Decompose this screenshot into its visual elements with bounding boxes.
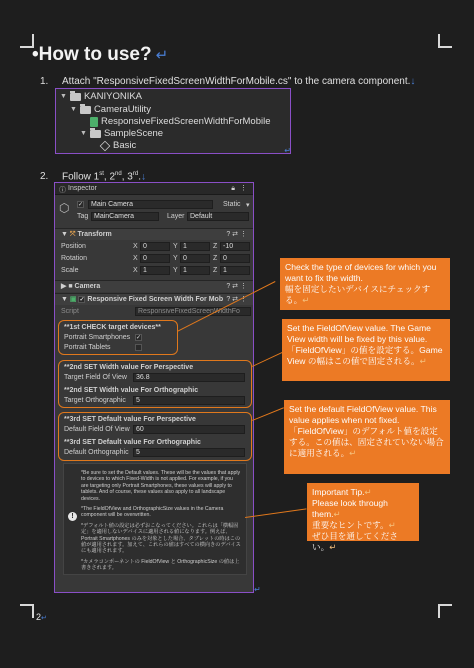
callout-connector: [252, 407, 284, 421]
callout-check-devices: [280, 258, 450, 310]
transform-row-label: Scale: [61, 267, 79, 274]
transform-row: [55, 242, 253, 253]
scale-x-field[interactable]: 1: [140, 266, 170, 275]
separator: , 3: [121, 171, 133, 183]
hierarchy-item-basic[interactable]: [100, 140, 136, 151]
lock-icon[interactable]: 🔒︎: [231, 185, 235, 192]
hierarchy-label: Basic: [113, 140, 137, 151]
transform-row-label: Position: [61, 243, 86, 250]
camera-header[interactable]: [55, 280, 253, 292]
smartphones-checkbox[interactable]: ✓: [136, 335, 142, 341]
callout-line: 重要なヒントです。: [312, 520, 389, 530]
tag-dropdown[interactable]: MainCamera: [91, 212, 159, 221]
callout-text-en: Set the default FieldOfView value. This value applies when not fixed.: [289, 404, 437, 425]
expand-arrow-icon[interactable]: ▶: [61, 283, 67, 290]
expand-arrow-icon[interactable]: ▼: [60, 93, 67, 100]
hierarchy-label: SampleScene: [103, 128, 164, 139]
scale-z-field[interactable]: 1: [220, 266, 250, 275]
axis-label-x: X: [133, 267, 138, 274]
step-2: [40, 171, 146, 182]
callout-set-fov: [282, 319, 450, 381]
callout-text-ja: 「FieldOfView」のデフォルト値を設定する。この値は、固定されていない場合に適用される。: [289, 426, 444, 458]
return-mark: ↵: [41, 615, 47, 622]
expand-arrow-icon[interactable]: ▼: [70, 106, 77, 113]
scale-y-field[interactable]: 1: [180, 266, 210, 275]
return-mark: ↵: [364, 487, 372, 497]
callout-connector: [252, 352, 283, 367]
target-ortho-field[interactable]: 5: [133, 396, 245, 405]
callout-text-ja: 幅を固定したいデバイスにチェックする。: [285, 284, 431, 305]
axis-label-z: Z: [213, 267, 218, 274]
cs-script-icon: [90, 117, 98, 127]
default-section: [58, 412, 252, 461]
inspector-tab[interactable]: Inspector: [68, 185, 97, 192]
tag-label: Tag: [77, 213, 89, 220]
callout-line: Important Tip.: [312, 487, 365, 497]
callout-line: ぜひ目を通してください。: [312, 531, 398, 552]
folder-icon: [80, 106, 91, 114]
note-para-2: *The FieldOfView and OrthographicSize values in the Camera component will be overwritten.: [81, 506, 224, 519]
return-mark: ↓: [410, 76, 416, 87]
camera-icon: ■: [68, 283, 73, 290]
smartphones-label: Portrait Smartphones: [64, 334, 131, 341]
component-menu-icons[interactable]: ? ⇄ ⋮: [226, 231, 247, 238]
hierarchy-panel: [55, 88, 291, 154]
note-para-3: *デフォルト値の設定は必ずおこなってください。これらは「横幅固定」を適用しないデバイスに適用される値になります。例えば、Portrait Smartphones のみを対象とした場合、タブレットの時はこの値が適用されます。加えて、これらの値はすべての横向きのデバイスにも適用されます。: [81, 522, 241, 555]
return-mark: ↵: [302, 295, 310, 305]
axis-label-y: Y: [173, 255, 178, 262]
script-field[interactable]: ResponsiveFixedScreenWidthFo: [135, 307, 251, 316]
script-icon: ▣: [69, 296, 77, 303]
component-menu-icons[interactable]: ? ⇄ ⋮: [226, 296, 247, 303]
folder-icon: [90, 130, 101, 138]
tablets-checkbox[interactable]: [135, 344, 142, 351]
page-title-text: How to use?: [38, 44, 152, 65]
callout-line: Please look through them.: [312, 498, 388, 519]
return-mark: ↵: [419, 356, 427, 366]
collapse-arrow-icon[interactable]: ▼: [61, 296, 68, 303]
target-fov-label: Target Field Of View: [64, 374, 127, 381]
ordinal-suffix: nd: [115, 171, 122, 177]
callout-text-en: Check the type of devices for which you want to fix the width.: [285, 262, 437, 283]
collapse-arrow-icon[interactable]: ▼: [61, 231, 68, 238]
check-section-title: **1st CHECK target devices**: [64, 324, 161, 331]
position-y-field[interactable]: 1: [180, 242, 210, 251]
component-menu-icons[interactable]: ? ⇄ ⋮: [226, 283, 247, 290]
target-fov-field[interactable]: 36.8: [133, 373, 245, 382]
default-persp-title: **3rd SET Default value For Perspective: [64, 416, 196, 423]
hierarchy-item-samplescene[interactable]: [80, 128, 163, 139]
callout-important-tip: [307, 483, 419, 552]
axis-label-y: Y: [173, 243, 178, 250]
object-active-checkbox[interactable]: ✓: [78, 202, 84, 208]
axis-label-x: X: [133, 255, 138, 262]
inspector-panel: [54, 182, 254, 593]
ordinal-suffix: rd: [132, 171, 139, 177]
script-row: [55, 307, 253, 318]
callout-default-fov: [284, 400, 450, 474]
step-1: [40, 76, 415, 87]
ordinal-suffix: st: [99, 171, 104, 177]
crop-mark-bottom-right: [438, 604, 452, 618]
transform-row: [55, 254, 253, 265]
hierarchy-item-camerautility[interactable]: [70, 104, 151, 115]
step-number: 2.: [40, 171, 49, 183]
object-name-field[interactable]: Main Camera: [88, 200, 213, 209]
inspector-tab-bar: [55, 183, 253, 195]
check-devices-section: [58, 320, 178, 355]
script-component-title: Responsive Fixed Screen Width For Mob: [87, 296, 224, 303]
rotation-z-field[interactable]: 0: [220, 254, 250, 263]
callout-text-ja: 「FieldOfView」の値を設定する。Game View の幅はこの値で固定される。: [287, 345, 443, 366]
position-x-field[interactable]: 0: [140, 242, 170, 251]
return-mark: ↵: [349, 448, 357, 458]
menu-kebab-icon[interactable]: ⋮: [240, 185, 247, 192]
step-text: Attach "ResponsiveFixedScreenWidthForMobile.cs" to the camera component.: [62, 76, 411, 87]
cube-icon: ⬡: [59, 201, 70, 215]
camera-title: Camera: [74, 283, 101, 290]
page-number: [36, 612, 47, 622]
axis-label-z: Z: [213, 255, 218, 262]
hierarchy-item-script[interactable]: [90, 116, 271, 127]
callout-connector: [245, 508, 307, 518]
page-title: [32, 44, 168, 66]
layer-label: Layer: [167, 213, 185, 220]
script-component-header[interactable]: [55, 293, 253, 305]
width-ortho-title: **2nd SET Width value For Orthographic: [64, 387, 199, 394]
return-mark: ↵: [329, 542, 337, 552]
component-enabled-checkbox[interactable]: ✓: [79, 296, 85, 303]
axis-label-x: X: [133, 243, 138, 250]
position-z-field[interactable]: -10: [220, 242, 250, 251]
default-fov-field[interactable]: 60: [133, 425, 245, 434]
axis-label-y: Y: [173, 267, 178, 274]
axis-label-z: Z: [213, 243, 218, 250]
separator: , 2: [103, 171, 116, 183]
transform-title: Transform: [77, 231, 112, 238]
hierarchy-label: CameraUtility: [93, 104, 151, 115]
return-mark: ↵: [388, 520, 396, 530]
folder-icon: [70, 93, 81, 101]
step-number: 1.: [40, 76, 49, 87]
hierarchy-label: ResponsiveFixedScreenWidthForMobile: [101, 116, 271, 127]
note-para-4: *カメラコンポーネントの FieldOfView と OrthographicSize の値は上書きされます。: [81, 558, 240, 572]
transform-row-label: Rotation: [61, 255, 88, 262]
tag-layer-row: [55, 212, 253, 224]
return-mark: ↓: [140, 171, 146, 183]
bullet-dot: •: [32, 44, 39, 65]
dropdown-arrow-icon[interactable]: ▾: [246, 202, 250, 209]
target-ortho-label: Target Orthographic: [64, 397, 126, 404]
return-mark: ↵: [333, 509, 341, 519]
info-icon: !: [68, 512, 77, 521]
transform-row: [55, 266, 253, 277]
layer-dropdown[interactable]: Default: [187, 212, 249, 221]
width-persp-title: **2nd SET Width value For Perspective: [64, 364, 194, 371]
rotation-x-field[interactable]: 0: [140, 254, 170, 263]
return-mark: ↵: [254, 585, 261, 594]
help-note-box: [63, 463, 247, 575]
return-mark: ↵: [284, 146, 291, 155]
default-ortho-label: Default Orthographic: [64, 449, 129, 456]
script-label: Script: [61, 308, 79, 315]
note-para-1: *Be sure to set the Default values. These will be the values that apply to devices to which Fixed-Width is not applied. For example, if you are targeting only Portrait Smartphones, these values will apply to tablets. And of course, these values also apply to all landscape devices.: [81, 470, 241, 502]
expand-arrow-icon[interactable]: ▼: [80, 130, 87, 137]
tablets-label: Portrait Tablets: [64, 344, 111, 351]
hierarchy-label: KANIYONIKA: [83, 91, 143, 102]
axis-icon: ⤧: [69, 231, 76, 238]
default-ortho-title: **3rd SET Default value For Orthographic: [64, 439, 201, 446]
callout-text-en: Set the FieldOfView value. The Game View width will be fixed by this value.: [287, 323, 431, 344]
static-toggle[interactable]: Static: [223, 201, 241, 208]
step-text-suffix: .: [138, 171, 141, 183]
page-number-text: 2: [36, 612, 42, 622]
unity-scene-icon: [100, 140, 111, 151]
return-mark: ↵: [155, 47, 169, 64]
crop-mark-top-right: [438, 34, 452, 48]
info-icon: ⓘ: [59, 187, 66, 194]
default-ortho-field[interactable]: 5: [133, 448, 245, 457]
crop-mark-bottom-left: [20, 604, 34, 618]
step-text-prefix: Follow 1: [62, 171, 100, 183]
default-fov-label: Default Field Of View: [64, 426, 130, 433]
width-section: [58, 360, 252, 408]
hierarchy-item-kaniyonika[interactable]: [60, 91, 142, 102]
rotation-y-field[interactable]: 0: [180, 254, 210, 263]
transform-header[interactable]: [55, 228, 253, 240]
